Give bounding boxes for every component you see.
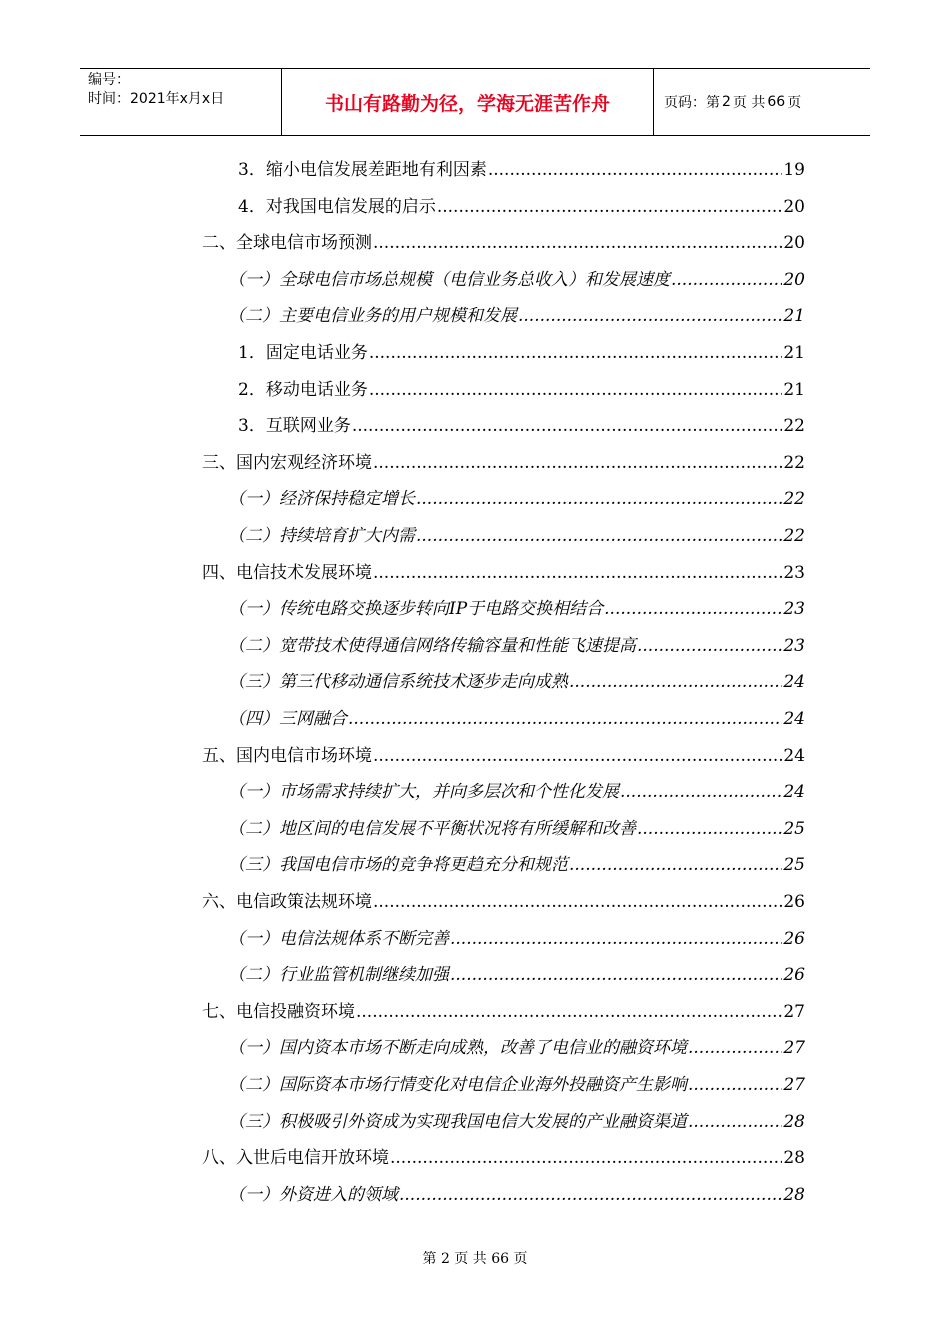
toc-leader-dots: [569, 672, 782, 692]
toc-entry-label: （二）主要电信业务的用户规模和发展: [228, 306, 517, 327]
toc-entry-label: （三）我国电信市场的竞争将更趋充分和规范: [228, 855, 568, 876]
toc-leader-dots: [437, 197, 783, 217]
page-middle: 页 共: [732, 95, 766, 111]
toc-entry[interactable]: [202, 997, 805, 1027]
toc-entry[interactable]: [202, 448, 805, 478]
toc-entry-label: （一）经济保持稳定增长: [228, 489, 415, 510]
toc-leader-dots: [450, 965, 782, 985]
toc-entry-page: 21: [783, 379, 805, 400]
toc-entry-page: 26: [783, 965, 805, 986]
toc-entry[interactable]: [202, 228, 805, 258]
toc-leader-dots: [688, 1075, 782, 1095]
toc-entry[interactable]: [228, 301, 805, 331]
toc-entry-label: 3．缩小电信发展差距地有利因素: [238, 160, 487, 180]
toc-entry-label: （一）全球电信市场总规模（电信业务总收入）和发展速度: [228, 269, 670, 290]
toc-entry-label: 四、电信技术发展环境: [202, 562, 372, 583]
toc-leader-dots: [450, 929, 782, 949]
toc-entry[interactable]: [228, 1107, 805, 1137]
toc-entry-label: 二、全球电信市场预测: [202, 233, 372, 254]
toc-entry[interactable]: [228, 704, 805, 734]
toc-leader-dots: [373, 892, 782, 912]
toc-entry[interactable]: [228, 484, 805, 514]
page-current: 2: [722, 94, 731, 110]
toc-entry-label: 六、电信政策法规环境: [202, 892, 372, 912]
toc-entry-page: 22: [783, 489, 805, 510]
toc-leader-dots: [373, 453, 782, 473]
toc-leader-dots: [373, 563, 782, 583]
toc-entry[interactable]: [202, 887, 805, 917]
time-label: 时间：2021年x月x日: [88, 91, 225, 107]
toc-entry-label: 4．对我国电信发展的启示: [238, 196, 436, 217]
toc-entry-page: 23: [783, 635, 805, 656]
toc-entry[interactable]: [228, 594, 805, 624]
toc-entry-label: 五、国内电信市场环境: [202, 745, 372, 766]
toc-entry-label: （二）持续培育扩大内需: [228, 526, 415, 546]
toc-entry-label: （一）外资进入的领域: [228, 1184, 398, 1205]
toc-leader-dots: [352, 416, 783, 436]
toc-entry-label: 3．互联网业务: [238, 416, 351, 437]
toc-leader-dots: [373, 233, 782, 253]
toc-entry-page: 21: [783, 306, 805, 327]
toc-entry[interactable]: [228, 777, 805, 807]
toc-entry-page: 21: [783, 343, 805, 363]
toc-entry[interactable]: [228, 631, 805, 661]
toc-leader-dots: [518, 306, 782, 326]
toc-entry-page: 23: [783, 562, 805, 583]
toc-entry[interactable]: [202, 1143, 805, 1173]
toc-entry-page: 24: [783, 745, 805, 766]
toc-leader-dots: [604, 599, 782, 619]
toc-leader-dots: [620, 782, 782, 802]
toc-entry-label: （一）国内资本市场不断走向成熟，改善了电信业的融资环境: [228, 1038, 687, 1059]
toc-entry[interactable]: [228, 1033, 805, 1063]
toc-entry[interactable]: [228, 521, 805, 551]
toc-entry-label: （三）积极吸引外资成为实现我国电信大发展的产业融资渠道: [228, 1111, 687, 1132]
toc-leader-dots: [671, 270, 782, 290]
toc-entry-label: （四）三网融合: [228, 709, 347, 729]
toc-entry-page: 22: [783, 452, 805, 473]
toc-entry-label: （二）宽带技术使得通信网络传输容量和性能飞速提高: [228, 635, 636, 656]
toc-leader-dots: [373, 746, 782, 766]
toc-entry-page: 19: [783, 160, 805, 180]
page-suffix: 页: [787, 95, 802, 111]
toc-entry-page: 26: [783, 892, 805, 912]
toc-entry-page: 27: [783, 1075, 805, 1095]
toc-leader-dots: [348, 709, 782, 729]
toc-entry-page: 20: [783, 196, 805, 217]
toc-entry-label: （一）市场需求持续扩大，并向多层次和个性化发展: [228, 782, 619, 803]
toc-leader-dots: [688, 1112, 782, 1132]
toc-entry-page: 25: [783, 855, 805, 876]
toc-entry-page: 22: [783, 526, 805, 546]
toc-leader-dots: [688, 1038, 782, 1058]
toc-leader-dots: [637, 636, 782, 656]
toc-entry[interactable]: [238, 338, 805, 368]
toc-leader-dots: [416, 489, 782, 509]
toc-leader-dots: [416, 526, 782, 546]
toc-leader-dots: [369, 380, 783, 400]
toc-entry[interactable]: [228, 667, 805, 697]
toc-entry-page: 28: [783, 1111, 805, 1132]
toc-leader-dots: [369, 343, 783, 363]
header-meta: [80, 69, 282, 135]
toc-entry-label: （二）行业监管机制继续加强: [228, 965, 449, 986]
toc-entry-label: （三）第三代移动通信系统技术逐步走向成熟: [228, 672, 568, 693]
toc-entry[interactable]: [228, 1070, 805, 1100]
toc-entry-label: （一）传统电路交换逐步转向IP于电路交换相结合: [228, 599, 604, 620]
toc-entry-label: 三、国内宏观经济环境: [202, 452, 372, 473]
toc-leader-dots: [637, 819, 782, 839]
page-total: 66: [767, 94, 786, 110]
toc-entry-label: （二）国际资本市场行情变化对电信企业海外投融资产生影响: [228, 1075, 687, 1095]
toc-entry[interactable]: [238, 155, 805, 185]
toc-entry-page: 20: [783, 233, 805, 254]
toc-entry[interactable]: [202, 741, 805, 771]
toc-entry-page: 27: [783, 1038, 805, 1059]
toc-entry-page: 26: [783, 928, 805, 949]
toc-entry-label: 七、电信投融资环境: [202, 1001, 355, 1022]
toc-leader-dots: [569, 855, 782, 875]
toc-entry[interactable]: [228, 960, 805, 990]
toc-leader-dots: [356, 1002, 782, 1022]
page-header: [80, 68, 870, 136]
toc-entry-label: （一）电信法规体系不断完善: [228, 928, 449, 949]
toc-entry[interactable]: [202, 558, 805, 588]
toc-entry-page: 24: [783, 782, 805, 803]
toc-leader-dots: [390, 1148, 782, 1168]
toc-entry[interactable]: [238, 192, 805, 222]
toc-entry[interactable]: [228, 850, 805, 880]
number-label: 编号：: [88, 72, 130, 88]
toc-entry[interactable]: [238, 411, 805, 441]
toc-entry-page: 25: [783, 818, 805, 839]
toc-entry-label: （二）地区间的电信发展不平衡状况将有所缓解和改善: [228, 818, 636, 839]
header-page-info: [654, 69, 870, 135]
toc-entry-page: 27: [783, 1001, 805, 1022]
page-footer: 第 2 页 共 66 页: [422, 1251, 528, 1267]
toc-entry-page: 24: [783, 709, 805, 729]
toc-entry[interactable]: [238, 375, 805, 405]
header-motto: 书山有路勤为径，学海无涯苦作舟: [282, 69, 654, 135]
toc-entry-label: 2．移动电话业务: [238, 379, 368, 400]
toc-entry-page: 28: [783, 1148, 805, 1169]
toc-entry-label: 八、入世后电信开放环境: [202, 1148, 389, 1169]
toc-entry-page: 22: [783, 416, 805, 437]
toc-entry[interactable]: [228, 265, 805, 295]
toc-leader-dots: [399, 1185, 782, 1205]
toc-entry[interactable]: [228, 814, 805, 844]
toc-entry-page: 23: [783, 599, 805, 620]
toc-entry[interactable]: [228, 924, 805, 954]
toc-entry[interactable]: [228, 1180, 805, 1210]
page-label-prefix: 页码：第: [664, 95, 720, 111]
toc-entry-label: 1．固定电话业务: [238, 343, 368, 363]
toc-entry-page: 24: [783, 672, 805, 693]
toc-leader-dots: [488, 160, 783, 180]
toc-entry-page: 20: [783, 269, 805, 290]
toc-entry-page: 28: [783, 1184, 805, 1205]
